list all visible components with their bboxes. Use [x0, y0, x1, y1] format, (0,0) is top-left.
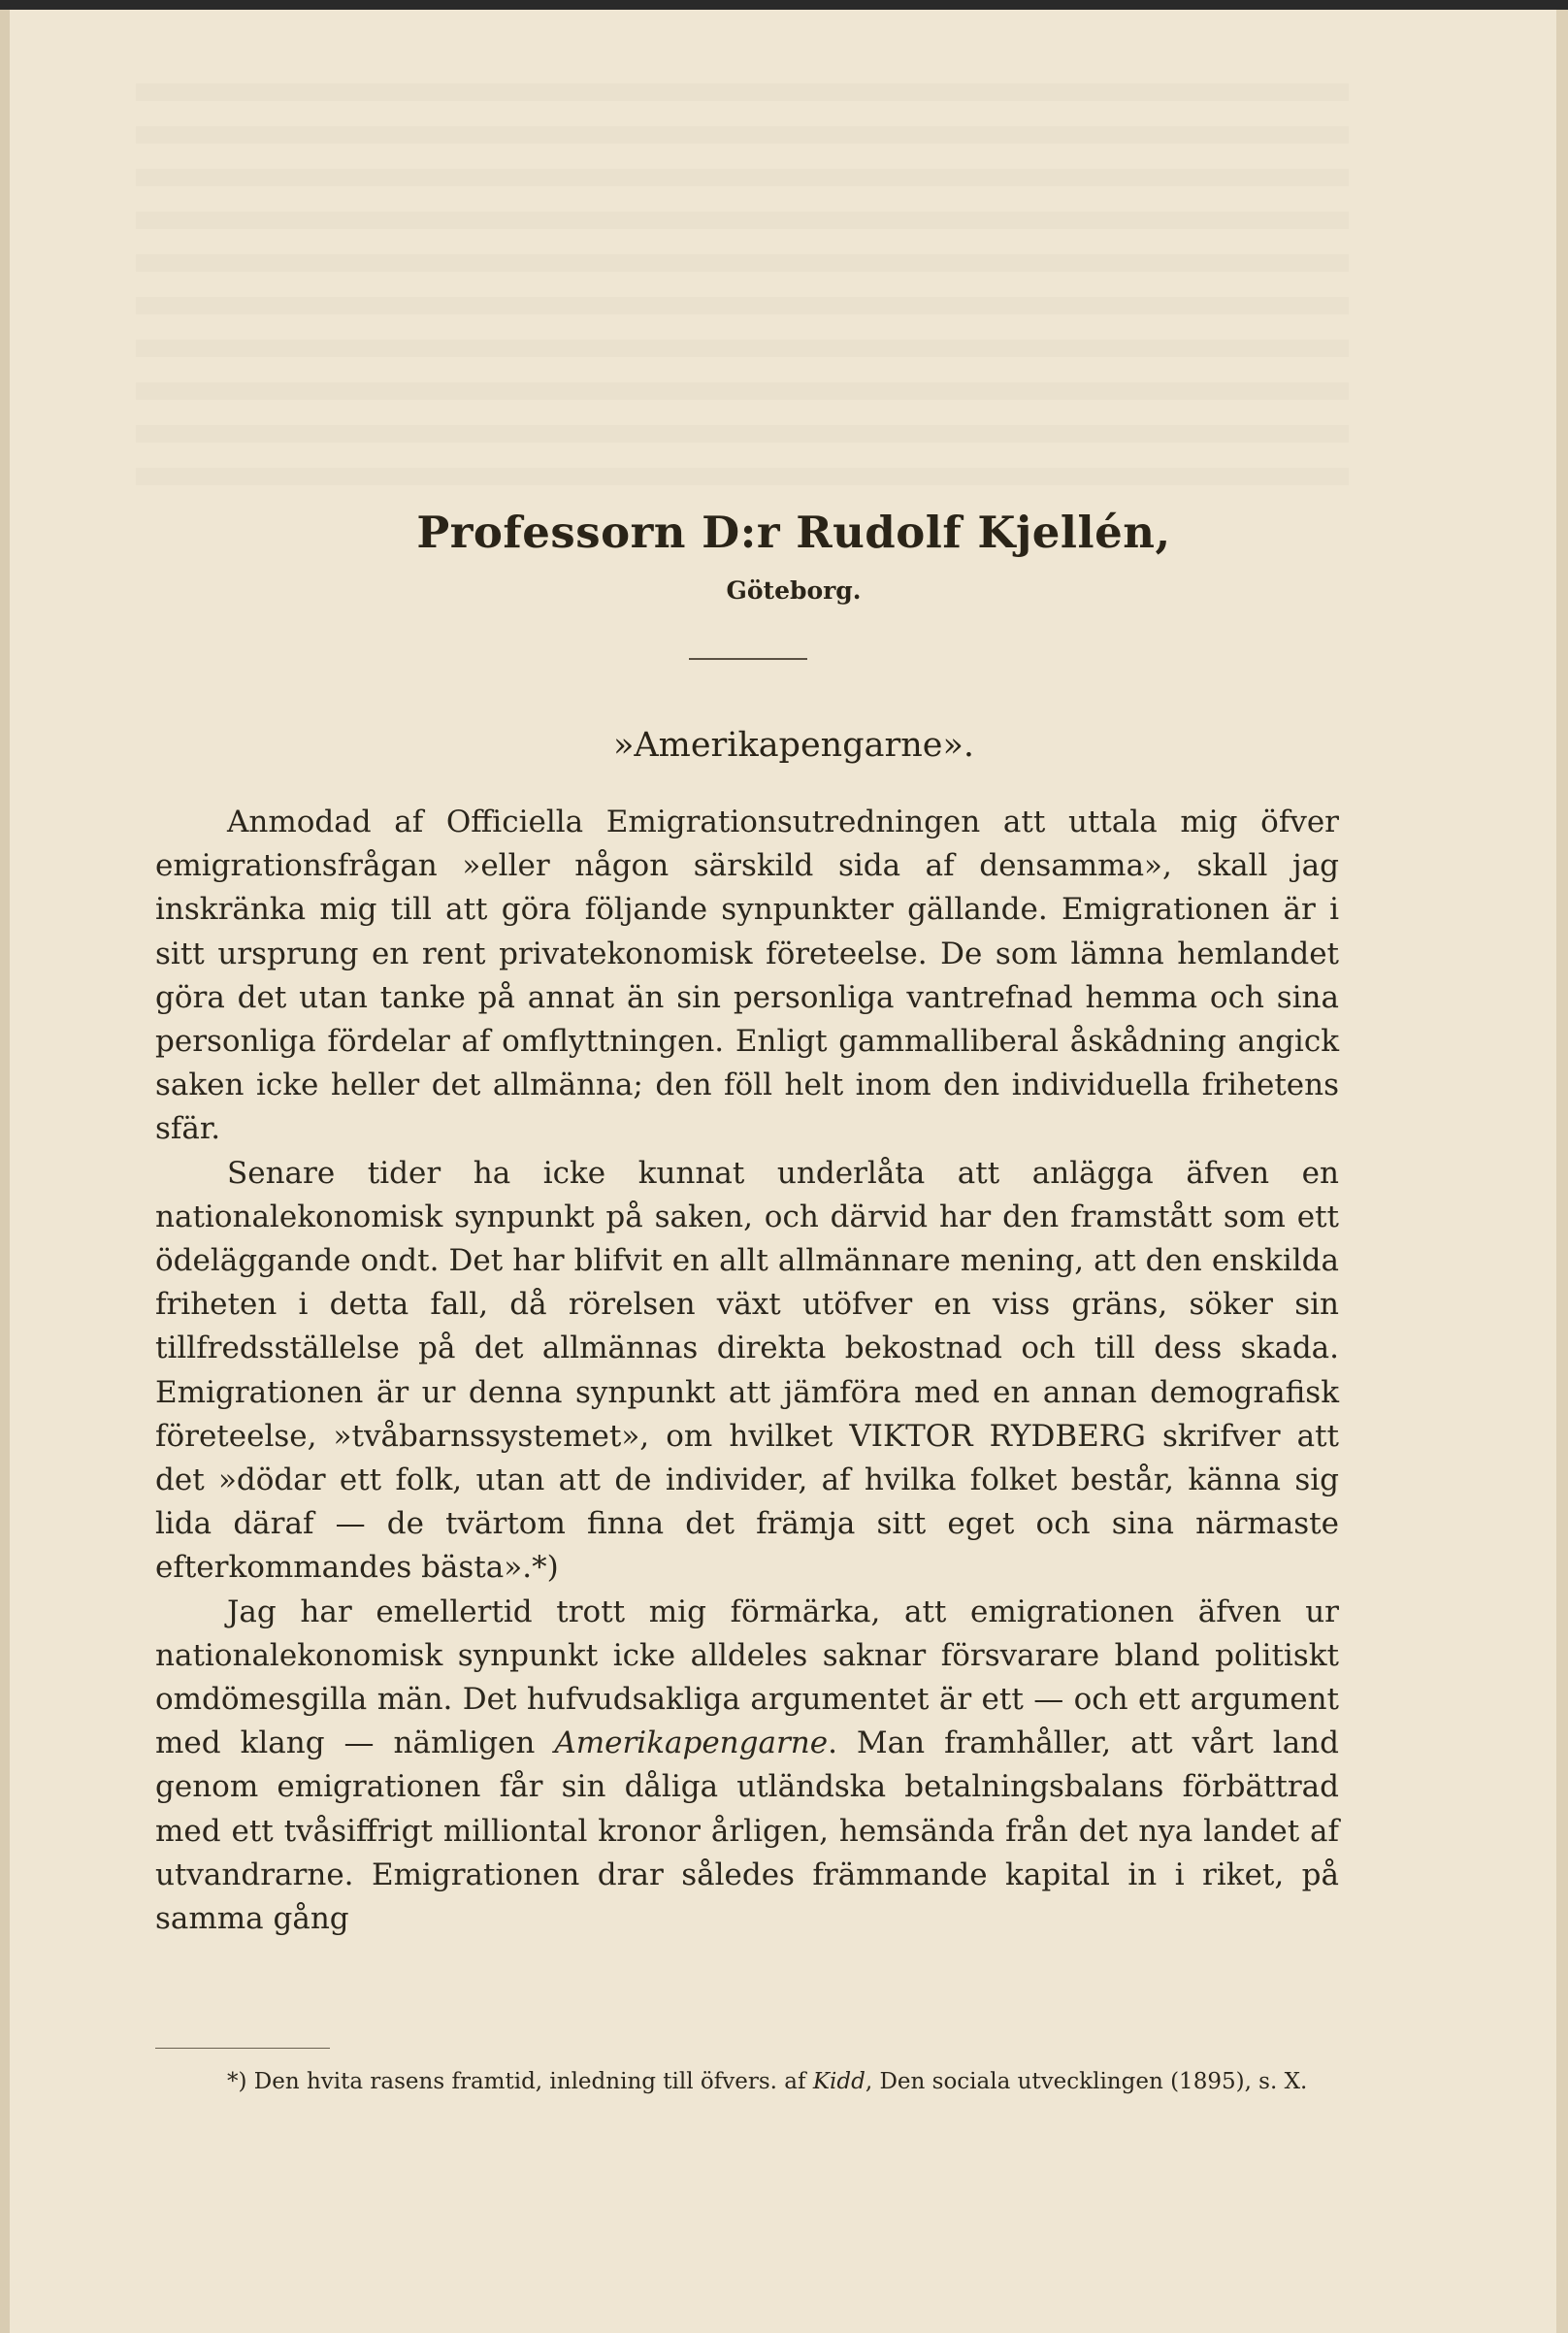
paragraph-3-italic: Amerikapengarne [554, 1725, 829, 1761]
footnote-rule [155, 2048, 330, 2049]
paragraph-1: Anmodad af Officiella Emigrationsutredningen att uttala mig öfver emigrationsfrågan »eller någon särskild sida af densamma», skall jag inskränka mig till att göra följande synpunkter gällande. Emigrationen är i sitt ursprung en rent privatekonomisk företeelse. De som lämna hemlandet göra det utan tanke på annat än sin personliga vantrefnad hemma och sina personliga fördelar af omflyttningen. Enligt gammalliberal åskådning angick saken icke heller det allmänna; den föll helt inom den individuella frihetens sfär. [155, 805, 1339, 1147]
article-body [155, 801, 1339, 1941]
paragraph-2: Senare tider ha icke kunnat underlåta att anlägga äfven en nationalekonomisk synpunkt på saken, och därvid har den framstått som ett ödeläggande ondt. Det har blifvit en allt allmännare mening, att den enskilda friheten i detta fall, då rörelsen växt utöfver en viss gräns, söker sin tillfredsställelse på det allmännas direkta bekostnad och till dess skada. Emigrationen är ur denna synpunkt att jämföra med en annan demografisk företeelse, »tvåbarnssystemet», om hvilket VIKTOR RYDBERG skrifver att det »dödar ett folk, utan att de individer, af hvilka folket består, känna sig lida däraf — de tvärtom finna det främja sitt eget och sina närmaste efterkommandes bästa».*) [155, 1155, 1339, 1586]
paragraph-3-text-b: . Man framhåller, att vårt land genom emigrationen får sin dåliga utländska betalningsbalans förbättrad med ett tvåsiffrigt milliontal kronor årligen, hemsända från det nya landet af utvandrarne. Emigrationen drar således främmande kapital in i riket, på samma gång [155, 1725, 1339, 1937]
paragraph-3 [155, 1591, 1339, 1942]
footnote-italic: Kidd [812, 2069, 866, 2094]
document-page [0, 10, 1568, 2333]
paragraph-3-text-a: Jag har emellertid trott mig förmärka, att emigrationen äfven ur nationalekonomisk synpunkt icke alldeles saknar försvarare bland politiskt omdömesgilla män. Det hufvudsakliga argumentet är ett — och ett argument med klang — nämligen [155, 1594, 1339, 1761]
footnote [155, 2067, 1339, 2096]
author-title: Professorn D:r Rudolf Kjellén, [416, 507, 1171, 558]
section-heading: »Amerikapengarne». [612, 726, 975, 765]
divider-rule [689, 658, 807, 660]
author-place: Göteborg. [726, 576, 862, 605]
footnote-text-a: *) Den hvita rasens framtid, inledning till öfvers. af [227, 2069, 813, 2094]
footnote-text-b: , Den sociala utvecklingen (1895), s. X. [865, 2069, 1308, 2094]
bleed-through-text [136, 78, 1349, 485]
